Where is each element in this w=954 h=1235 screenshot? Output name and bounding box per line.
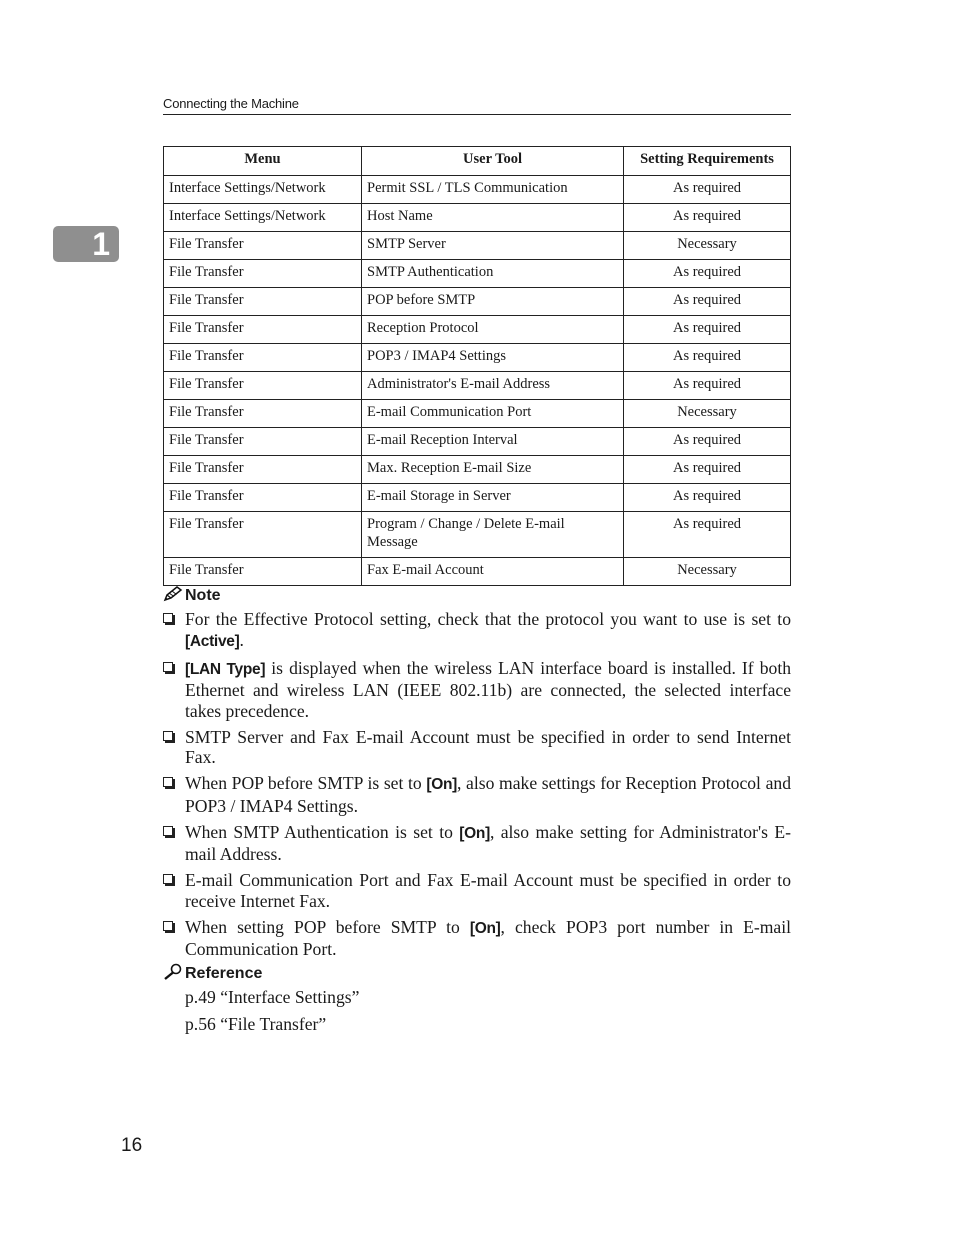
note-item (163, 917, 791, 960)
table-row (164, 344, 791, 372)
cell-user-tool: SMTP Server (362, 232, 624, 260)
table-header-row (164, 147, 791, 176)
table-row (164, 176, 791, 204)
table-row (164, 260, 791, 288)
reference-heading (163, 963, 262, 983)
cell-user-tool: Reception Protocol (362, 316, 624, 344)
cell-menu: File Transfer (164, 372, 362, 400)
table-row (164, 288, 791, 316)
reference-item[interactable]: p.56 “File Transfer” (185, 1014, 327, 1034)
note-text: . (239, 629, 244, 650)
cell-menu: File Transfer (164, 232, 362, 260)
table-row (164, 558, 791, 586)
checkbox-bullet-icon (163, 921, 173, 931)
cell-setting-requirement: As required (624, 456, 791, 484)
note-item (163, 727, 791, 768)
note-heading-label: Note (185, 587, 221, 604)
column-header-menu: Menu (164, 147, 362, 176)
checkbox-bullet-icon (163, 826, 173, 836)
table-row (164, 512, 791, 558)
key-label: [On] (459, 824, 490, 842)
cell-menu: File Transfer (164, 344, 362, 372)
table-row (164, 204, 791, 232)
pencil-icon (163, 586, 183, 602)
note-text: When POP before SMTP is set to (185, 773, 427, 793)
running-head: Connecting the Machine (163, 96, 791, 115)
table-row (164, 428, 791, 456)
note-item (163, 773, 791, 816)
table-row (164, 232, 791, 260)
checkbox-bullet-icon (163, 662, 173, 672)
cell-setting-requirement: As required (624, 484, 791, 512)
cell-menu: File Transfer (164, 558, 362, 586)
checkbox-bullet-icon (163, 874, 173, 884)
cell-user-tool: E-mail Storage in Server (362, 484, 624, 512)
cell-setting-requirement: As required (624, 372, 791, 400)
cell-setting-requirement: As required (624, 316, 791, 344)
note-text: When setting POP before SMTP to (185, 916, 470, 937)
cell-user-tool: E-mail Communication Port (362, 400, 624, 428)
cell-menu: File Transfer (164, 288, 362, 316)
checkbox-bullet-icon (163, 777, 173, 787)
key-label: [LAN Type] (185, 660, 266, 678)
column-header-user-tool: User Tool (362, 147, 624, 176)
cell-user-tool: Permit SSL / TLS Communication (362, 176, 624, 204)
magnifier-icon (163, 963, 183, 980)
cell-user-tool: SMTP Authentication (362, 260, 624, 288)
note-text: , also make setting for Administrator's E-mail Address. (185, 821, 791, 864)
note-heading (163, 586, 221, 605)
table-body (164, 176, 791, 586)
cell-user-tool: Program / Change / Delete E-mail Message (362, 512, 624, 558)
cell-menu: File Transfer (164, 260, 362, 288)
note-text: is displayed when the wireless LAN interface board is installed. If both Ethernet and wireless LAN (IEEE 802.11b) are connected, the selected interface takes precedence. (185, 657, 792, 721)
note-item (163, 609, 791, 652)
table-row (164, 400, 791, 428)
reference-list (185, 987, 359, 1041)
note-item (163, 870, 791, 911)
cell-user-tool: Administrator's E-mail Address (362, 372, 624, 400)
cell-user-tool: Fax E-mail Account (362, 558, 624, 586)
chapter-tab: 1 (53, 226, 119, 262)
cell-menu: File Transfer (164, 512, 362, 558)
page-number: 16 (121, 1135, 143, 1156)
cell-user-tool: Host Name (362, 204, 624, 232)
cell-setting-requirement: As required (624, 288, 791, 316)
note-text: , also make settings for Reception Protocol and POP3 / IMAP4 Settings. (185, 773, 791, 816)
cell-setting-requirement: As required (624, 512, 791, 558)
cell-menu: Interface Settings/Network (164, 204, 362, 232)
column-header-setting-requirements: Setting Requirements (624, 147, 791, 176)
cell-setting-requirement: As required (624, 204, 791, 232)
key-label: [Active] (185, 632, 240, 650)
cell-user-tool: POP before SMTP (362, 288, 624, 316)
cell-setting-requirement: As required (624, 176, 791, 204)
cell-menu: Interface Settings/Network (164, 176, 362, 204)
note-text: For the Effective Protocol setting, check that the protocol you want to use is set to (185, 609, 791, 629)
cell-user-tool: POP3 / IMAP4 Settings (362, 344, 624, 372)
cell-menu: File Transfer (164, 316, 362, 344)
cell-menu: File Transfer (164, 428, 362, 456)
cell-menu: File Transfer (164, 400, 362, 428)
settings-table (163, 146, 791, 586)
cell-setting-requirement: Necessary (624, 232, 791, 260)
key-label: [On] (426, 776, 458, 793)
cell-menu: File Transfer (164, 456, 362, 484)
note-text: , check POP3 port number in E-mail Communication Port. (185, 916, 792, 959)
checkbox-bullet-icon (163, 613, 173, 623)
cell-user-tool: Max. Reception E-mail Size (362, 456, 624, 484)
cell-setting-requirement: As required (624, 260, 791, 288)
note-item (163, 822, 791, 865)
reference-heading-label: Reference (185, 965, 263, 982)
key-label: [On] (469, 919, 501, 937)
table-row (164, 456, 791, 484)
cell-menu: File Transfer (164, 484, 362, 512)
note-item (163, 658, 791, 722)
table-row (164, 316, 791, 344)
cell-setting-requirement: Necessary (624, 558, 791, 586)
cell-setting-requirement: Necessary (624, 400, 791, 428)
note-text: SMTP Server and Fax E-mail Account must be specified in order to send Internet Fax. (185, 726, 791, 767)
checkbox-bullet-icon (163, 731, 173, 741)
cell-user-tool: E-mail Reception Interval (362, 428, 624, 456)
cell-setting-requirement: As required (624, 344, 791, 372)
table-row (164, 372, 791, 400)
note-text: When SMTP Authentication is set to (185, 821, 460, 842)
cell-setting-requirement: As required (624, 428, 791, 456)
reference-item[interactable]: p.49 “Interface Settings” (185, 987, 360, 1007)
table-row (164, 484, 791, 512)
note-text: E-mail Communication Port and Fax E-mail Account must be specified in order to receive Internet Fax. (185, 870, 791, 911)
notes-list (163, 609, 791, 965)
